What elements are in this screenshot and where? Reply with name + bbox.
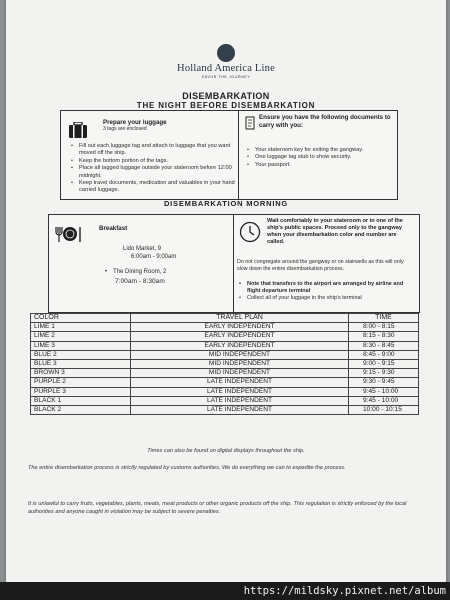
travel-plan-cell: EARLY INDEPENDENT (131, 332, 349, 341)
breakfast-plate-icon (55, 225, 83, 243)
travel-plan-cell: LATE INDEPENDENT (131, 396, 349, 405)
time-cell: 10:00 - 10:15 (349, 405, 419, 414)
luggage-subheading: 3 tags are enclosed (103, 126, 147, 132)
list-item: • Place all tagged luggage outside your stateroom before 12:00 midnight. (71, 165, 235, 180)
list-item: • Your passport. (247, 162, 395, 169)
color-cell: PURPLE 2 (31, 378, 131, 387)
list-item: • One luggage tag stub to show security. (247, 154, 395, 161)
color-cell: BLACK 1 (31, 396, 131, 405)
wait-bullets (239, 281, 415, 302)
section-title-morning: DISEMBARKATION MORNING (163, 199, 289, 208)
luggage-instructions (71, 143, 235, 195)
travel-plan-cell: MID INDEPENDENT (131, 350, 349, 359)
time-cell: 9:00 - 9:15 (349, 359, 419, 368)
column-header-travel-plan: TRAVEL PLAN (131, 314, 349, 323)
column-header-color: COLOR (31, 314, 131, 323)
color-cell: BROWN 3 (31, 369, 131, 378)
night-before-box (60, 110, 398, 200)
color-cell: PURPLE 3 (31, 387, 131, 396)
documents-list (247, 147, 395, 169)
color-cell: LIME 2 (31, 332, 131, 341)
list-item: • Keep the bottom portion of the tags. (71, 158, 235, 165)
divider-vertical (238, 111, 239, 199)
table-row (31, 369, 419, 378)
customs-note: The entire disembarkation process is strictly regulated by customs authorities. We do everything we can to expedite the process. (28, 465, 346, 471)
color-cell: LIME 3 (31, 341, 131, 350)
times-note: Times can also be found on digital displays throughout the ship. (147, 448, 305, 454)
list-item: • Collect all of your luggage in the ship's terminal (239, 295, 415, 302)
travel-plan-cell: MID INDEPENDENT (131, 369, 349, 378)
divider-vertical (233, 215, 234, 312)
brand-name: Holland America Line (177, 63, 275, 74)
table-row (31, 332, 419, 341)
list-item: • Your stateroom key for exiting the gangway. (247, 147, 395, 154)
breakfast-label: Breakfast (99, 225, 128, 232)
list-item: • Note that transfers to the airport are arranged by airline and flight departure terminal (239, 281, 415, 295)
table-header-row (31, 314, 419, 323)
luggage-heading: Prepare your luggage (103, 119, 167, 126)
time-cell: 9:45 - 10:00 (349, 396, 419, 405)
color-cell: BLACK 2 (31, 405, 131, 414)
venue-time: 6:00am - 9:00am (131, 254, 177, 260)
venue-name: • The Dining Room, 2 (105, 268, 166, 276)
color-cell: LIME 1 (31, 323, 131, 332)
time-cell: 9:30 - 9:45 (349, 378, 419, 387)
list-item: • Keep travel documents, medication and valuables in your hand carried luggage. (71, 180, 235, 195)
travel-plan-cell: LATE INDEPENDENT (131, 387, 349, 396)
color-cell: BLUE 2 (31, 350, 131, 359)
travel-plan-cell: EARLY INDEPENDENT (131, 323, 349, 332)
table-row (31, 350, 419, 359)
breakfast-venue (123, 245, 176, 261)
breakfast-venue (105, 268, 166, 286)
page-title: DISEMBARKATION (182, 91, 270, 101)
travel-plan-cell: LATE INDEPENDENT (131, 378, 349, 387)
list-item: • Fill out each luggage tag and attach to luggage that you want moved off the ship. (71, 143, 235, 158)
time-cell: 8:45 - 9:00 (349, 350, 419, 359)
brand-emblem-icon (217, 44, 235, 62)
time-cell: 8:30 - 8:45 (349, 341, 419, 350)
venue-name: Lido Market, 9 (123, 246, 162, 252)
time-cell: 9:15 - 9:30 (349, 369, 419, 378)
table-body (31, 323, 419, 415)
time-cell: 8:00 - 8:15 (349, 323, 419, 332)
document-sheet (6, 0, 446, 600)
travel-plan-cell: MID INDEPENDENT (131, 359, 349, 368)
table-row (31, 359, 419, 368)
column-header-time: TIME (349, 314, 419, 323)
travel-plan-cell: EARLY INDEPENDENT (131, 341, 349, 350)
time-cell: 9:45 - 10:00 (349, 387, 419, 396)
venue-time: 7:00am - 8:30am (115, 278, 165, 285)
pencil-icon (245, 116, 255, 130)
brand-logo (6, 44, 446, 79)
table-row (31, 396, 419, 405)
table-row (31, 323, 419, 332)
morning-box (48, 214, 420, 313)
travel-plan-cell: LATE INDEPENDENT (131, 405, 349, 414)
section-title-night-before: THE NIGHT BEFORE DISEMBARKATION (136, 101, 316, 110)
gangway-note: Do not congregate around the gangway or on stairwells as this will only slow down the entire disembarkation process. (237, 259, 404, 272)
clock-icon (239, 221, 261, 243)
table-row (31, 378, 419, 387)
table-row (31, 341, 419, 350)
luggage-icon (69, 122, 87, 138)
brand-tagline: SAVOR THE JOURNEY (201, 75, 251, 79)
disembarkation-schedule-table (30, 313, 419, 415)
time-cell: 8:15 - 8:30 (349, 332, 419, 341)
wait-instructions: Wait comfortably in your stateroom or in one of the ship's public spaces. Proceed only to the gangway when your disembarkation color and number are called. (267, 218, 403, 245)
color-cell: BLUE 3 (31, 359, 131, 368)
unlawful-note: It is unlawful to carry fruits, vegetables, plants, meats, meat products or other organic products off the ship. This regulation is strictly enforced by the local authorities and anyone caught in violation may be subject to severe penalties. (28, 501, 407, 515)
table-row (31, 405, 419, 414)
documents-heading: Ensure you have the following documents to carry with you: (259, 114, 391, 129)
watermark-url: https://mildsky.pixnet.net/album (0, 582, 450, 600)
table-row (31, 387, 419, 396)
